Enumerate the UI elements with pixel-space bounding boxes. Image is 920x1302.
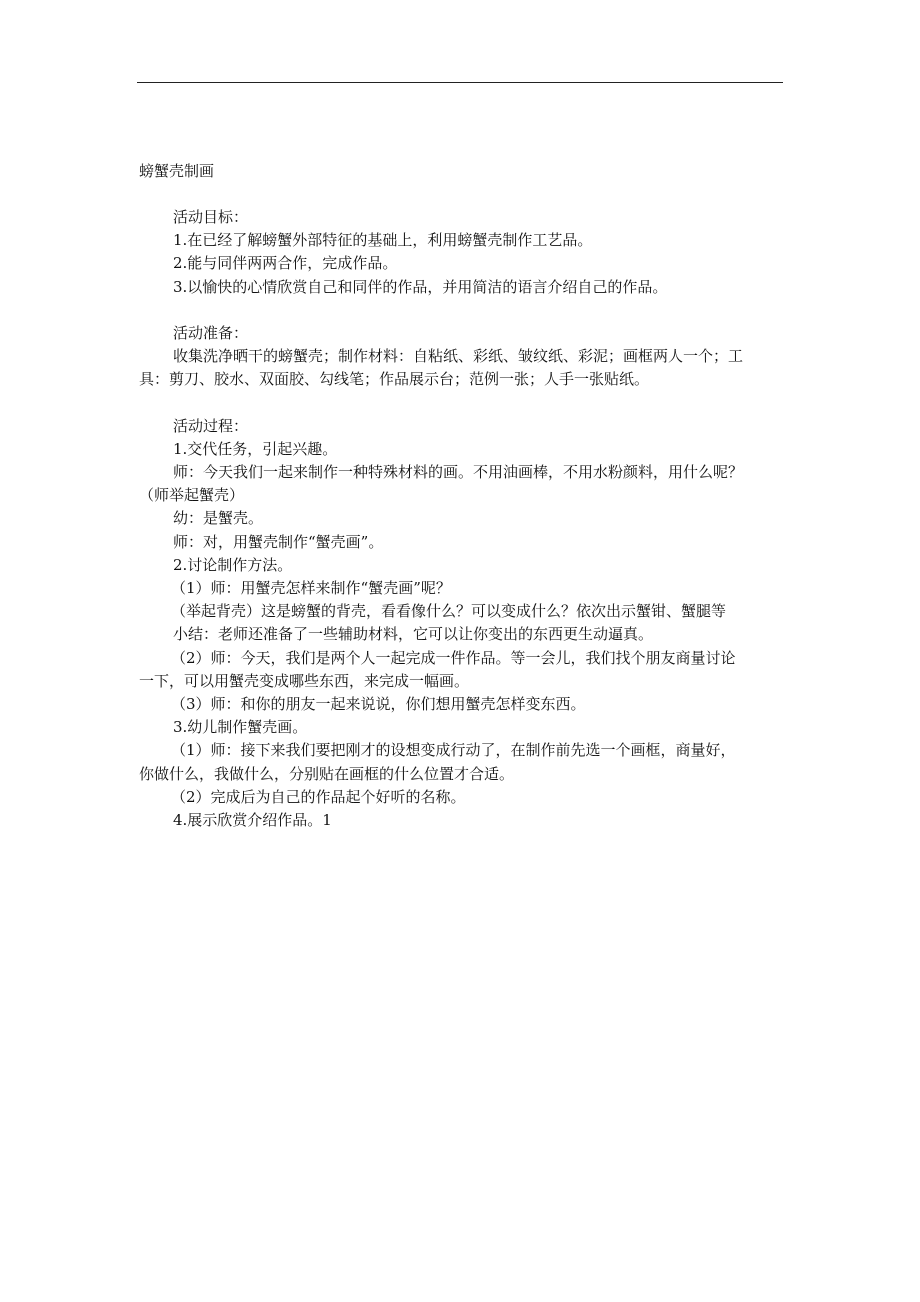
process-heading: 活动过程： bbox=[173, 416, 249, 435]
process-line: 你做什么，我做什么，分别贴在画框的什么位置才合适。 bbox=[139, 764, 515, 783]
process-line: 4.展示欣赏介绍作品。1 bbox=[173, 810, 332, 829]
process-line: 师：对，用蟹壳制作“蟹壳画”。 bbox=[173, 532, 384, 551]
goal-item: 1.在已经了解螃蟹外部特征的基础上，利用螃蟹壳制作工艺品。 bbox=[173, 231, 593, 250]
process-line: 一下，可以用蟹壳变成哪些东西，来完成一幅画。 bbox=[139, 671, 470, 690]
process-line: 2.讨论制作方法。 bbox=[173, 555, 293, 574]
document-title: 螃蟹壳制画 bbox=[139, 162, 215, 180]
paragraph-gap bbox=[139, 392, 785, 415]
process-line: （1）师：接下来我们要把刚才的设想变成行动了，在制作前先选一个画框，商量好， bbox=[171, 741, 736, 760]
preparation-heading: 活动准备： bbox=[173, 323, 249, 342]
goals-heading: 活动目标： bbox=[173, 208, 249, 226]
process-line: （2）完成后为自己的作品起个好听的名称。 bbox=[171, 787, 466, 806]
process-line: （3）师：和你的朋友一起来说说，你们想用蟹壳怎样变东西。 bbox=[171, 694, 586, 713]
process-line: （师举起蟹壳） bbox=[139, 486, 245, 505]
process-line: 幼：是蟹壳。 bbox=[173, 509, 264, 528]
process-line: 师：今天我们一起来制作一种特殊材料的画。不用油画棒，不用水粉颜料，用什么呢？ bbox=[173, 463, 744, 482]
process-line: 小结：老师还准备了一些辅助材料，它可以让你变出的东西更生动逼真。 bbox=[173, 625, 654, 644]
preparation-text: 收集洗净晒干的螃蟹壳；制作材料：自粘纸、彩纸、皱纹纸、彩泥；画框两人一个；工 bbox=[173, 347, 744, 366]
document-body bbox=[139, 206, 785, 832]
process-line: 3.幼儿制作蟹壳画。 bbox=[173, 718, 308, 737]
process-line: （1）师：用蟹壳怎样来制作“蟹壳画”呢？ bbox=[171, 579, 451, 597]
paragraph-gap bbox=[139, 299, 785, 322]
process-line: （2）师：今天，我们是两个人一起完成一件作品。等一会儿，我们找个朋友商量讨论 bbox=[171, 648, 736, 667]
goal-item: 2.能与同伴两两合作，完成作品。 bbox=[173, 254, 398, 273]
process-line: 1.交代任务，引起兴趣。 bbox=[173, 439, 338, 458]
preparation-text-continued: 具：剪刀、胶水、双面胶、勾线笔；作品展示台；范例一张；人手一张贴纸。 bbox=[139, 370, 650, 389]
header-rule bbox=[137, 82, 783, 83]
goal-item: 3.以愉快的心情欣赏自己和同伴的作品，并用简洁的语言介绍自己的作品。 bbox=[173, 277, 668, 296]
process-line: （举起背壳）这是螃蟹的背壳，看看像什么？可以变成什么？依次出示蟹钳、蟹腿等 bbox=[171, 602, 727, 621]
